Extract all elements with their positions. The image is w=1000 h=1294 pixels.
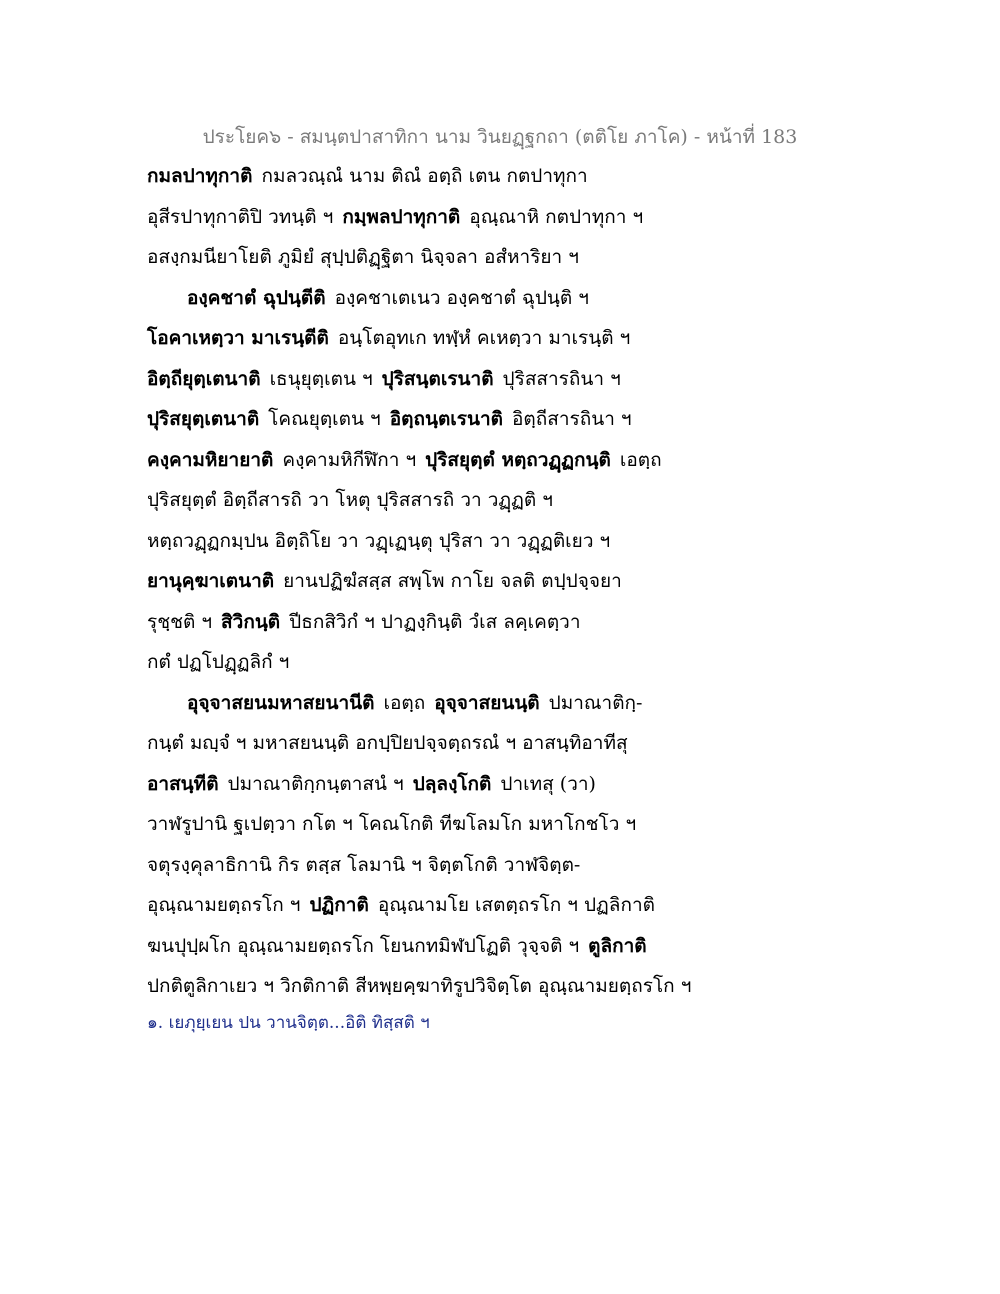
bold-term: คงฺคามหิยายาติ xyxy=(147,448,274,471)
bold-term: อาสนฺทีติ xyxy=(147,772,219,795)
text-line xyxy=(147,563,707,604)
text-segment: คงฺคามหิกีฬิกา ฯ xyxy=(282,448,417,471)
bold-term: ปฏิกาติ xyxy=(309,894,369,916)
text-segment: ฆนปุปฺผโก อุณฺณามยตฺถรโก โยนกทมิฬปโฏติ วุจฺจติ ฯ xyxy=(147,934,580,957)
text-segment: วาฬรูปานิ ฐเปตฺวา กโต ฯ โคณโกติ ทีฆโลมโก มหาโกชโว ฯ xyxy=(147,813,637,835)
text-segment: กนฺตํ มญฺจํ ฯ มหาสยนนฺติ อกปฺปิยปจฺจตฺถรณํ ฯ อาสนฺทิอาทีสุ xyxy=(147,732,628,754)
text-line xyxy=(147,320,707,361)
text-segment: เอตฺถ xyxy=(619,448,662,471)
text-line xyxy=(147,644,707,685)
text-line xyxy=(147,685,707,726)
bold-term: ปุริสยุตฺเตนาติ xyxy=(147,408,260,430)
text-line xyxy=(147,968,707,1009)
bold-term: อุจฺจาสยนมหาสยนานีติ xyxy=(187,691,375,714)
bold-term: สิวิกนฺติ xyxy=(221,610,281,633)
text-segment: ปกติตูลิกาเยว ฯ วิกติกาติ สีหพฺยคฺฆาทิรูปวิจิตฺโต อุณฺณามยตฺถรโก ฯ xyxy=(147,975,692,997)
text-line xyxy=(147,401,707,442)
text-line xyxy=(147,361,707,402)
text-line xyxy=(147,280,707,321)
text-line xyxy=(147,725,707,766)
bold-term: ปลฺลงฺโกติ xyxy=(412,772,492,795)
text-line xyxy=(147,239,707,280)
text-segment: เอตฺถ xyxy=(383,691,426,714)
text-segment: ปุริสยุตฺตํ อิตฺถีสารถิ วา โหตุ ปุริสสารถิ วา วฏฺฏติ ฯ xyxy=(147,489,553,511)
bold-term: โอคาเหตฺวา มาเรนฺตีติ xyxy=(147,327,329,349)
bold-term: กมฺพลปาทุกาติ xyxy=(342,205,461,228)
text-line xyxy=(147,199,707,240)
text-segment: กตํ ปฏโปฏฺฏลิกํ ฯ xyxy=(147,651,290,673)
text-segment: ปีธกสิวิกํ ฯ ปาฏงฺกินฺติ วํเส ลคฺเคตฺวา xyxy=(289,610,581,633)
text-segment: เธนุยุตฺเตน ฯ xyxy=(269,367,373,390)
text-segment: หตฺถวฏฺฏกมฺปน อิตฺถิโย วา วฏฺเฏนฺตุ ปุริสา วา วฏฺฏติเยว ฯ xyxy=(147,529,611,552)
text-segment: ปมาณาติกฺ- xyxy=(548,691,643,714)
text-line xyxy=(147,928,707,969)
text-line xyxy=(147,887,707,928)
text-line xyxy=(147,806,707,847)
text-segment: ปมาณาติกฺกนฺตาสนํ ฯ xyxy=(227,772,404,795)
text-segment: อุณฺณาหิ กตปาทุกา ฯ xyxy=(469,205,644,228)
text-line xyxy=(147,158,707,199)
text-segment: จตุรงฺคุลาธิกานิ กิร ตสฺส โลมานิ ฯ จิตฺตโกติ วาฬจิตฺต- xyxy=(147,853,581,876)
page-header: ประโยค๖ - สมนฺตปาสาทิกา นาม วินยฏฺฐกถา (ตติโย ภาโค) - หน้าที่ 183 xyxy=(202,126,798,148)
text-segment: อนฺโตอุทเก ทฬฺหํ คเหตฺวา มาเรนฺติ ฯ xyxy=(337,327,631,349)
footnote: ๑. เยภุยฺเยน ปน วานจิตฺต...อิติ ทิสฺสติ ฯ xyxy=(147,1013,430,1033)
text-segment: อุสีรปาทุกาติปิ วทนฺติ ฯ xyxy=(147,205,334,228)
text-line xyxy=(147,482,707,523)
body-text xyxy=(147,158,707,1009)
text-line xyxy=(147,604,707,645)
bold-term: ปุริสนฺตเรนาติ xyxy=(381,367,494,390)
text-segment: ปุริสสารถินา ฯ xyxy=(502,367,621,390)
text-segment: รุชฺชติ ฯ xyxy=(147,610,213,633)
text-segment: อสงฺกมนียาโยติ ภูมิยํ สุปฺปติฏฺฐิตา นิจฺจลา อสํหาริยา ฯ xyxy=(147,246,579,268)
text-line xyxy=(147,442,707,483)
bold-term: กมลปาทุกาติ xyxy=(147,165,253,187)
text-segment: โคณยุตฺเตน ฯ xyxy=(268,408,381,430)
bold-term: อิตฺถนฺตเรนาติ xyxy=(389,408,503,430)
bold-term: อุจฺจาสยนนฺติ xyxy=(434,691,540,714)
bold-term: ตูลิกาติ xyxy=(588,934,647,957)
bold-term: อิตฺถียุตฺเตนาติ xyxy=(147,367,261,390)
text-segment: ยานปฏิฆํสสฺส สพฺโพ กาโย จลติ ตปฺปจฺจยา xyxy=(283,570,622,592)
text-segment: อิตฺถีสารถินา ฯ xyxy=(512,408,632,430)
text-line xyxy=(147,766,707,807)
text-line xyxy=(147,523,707,564)
text-segment: อุณฺณามโย เสตตฺถรโก ฯ ปฏลิกาติ xyxy=(377,894,655,916)
bold-term: องฺคชาตํ ฉุปนฺตีติ xyxy=(187,286,326,309)
text-segment: ปาเทสุ (วา) xyxy=(500,772,596,795)
bold-term: ปุริสยุตฺตํ หตฺถวฏฺฏกนฺติ xyxy=(425,448,611,471)
text-segment: กมลวณฺณํ นาม ติณํ อตฺถิ เตน กตปาทุกา xyxy=(261,165,588,187)
text-segment: องฺคชาเตเนว องฺคชาตํ ฉุปนฺติ ฯ xyxy=(334,286,589,309)
text-line xyxy=(147,847,707,888)
bold-term: ยานุคฺฆาเตนาติ xyxy=(147,570,275,592)
text-segment: อุณฺณามยตฺถรโก ฯ xyxy=(147,894,301,916)
